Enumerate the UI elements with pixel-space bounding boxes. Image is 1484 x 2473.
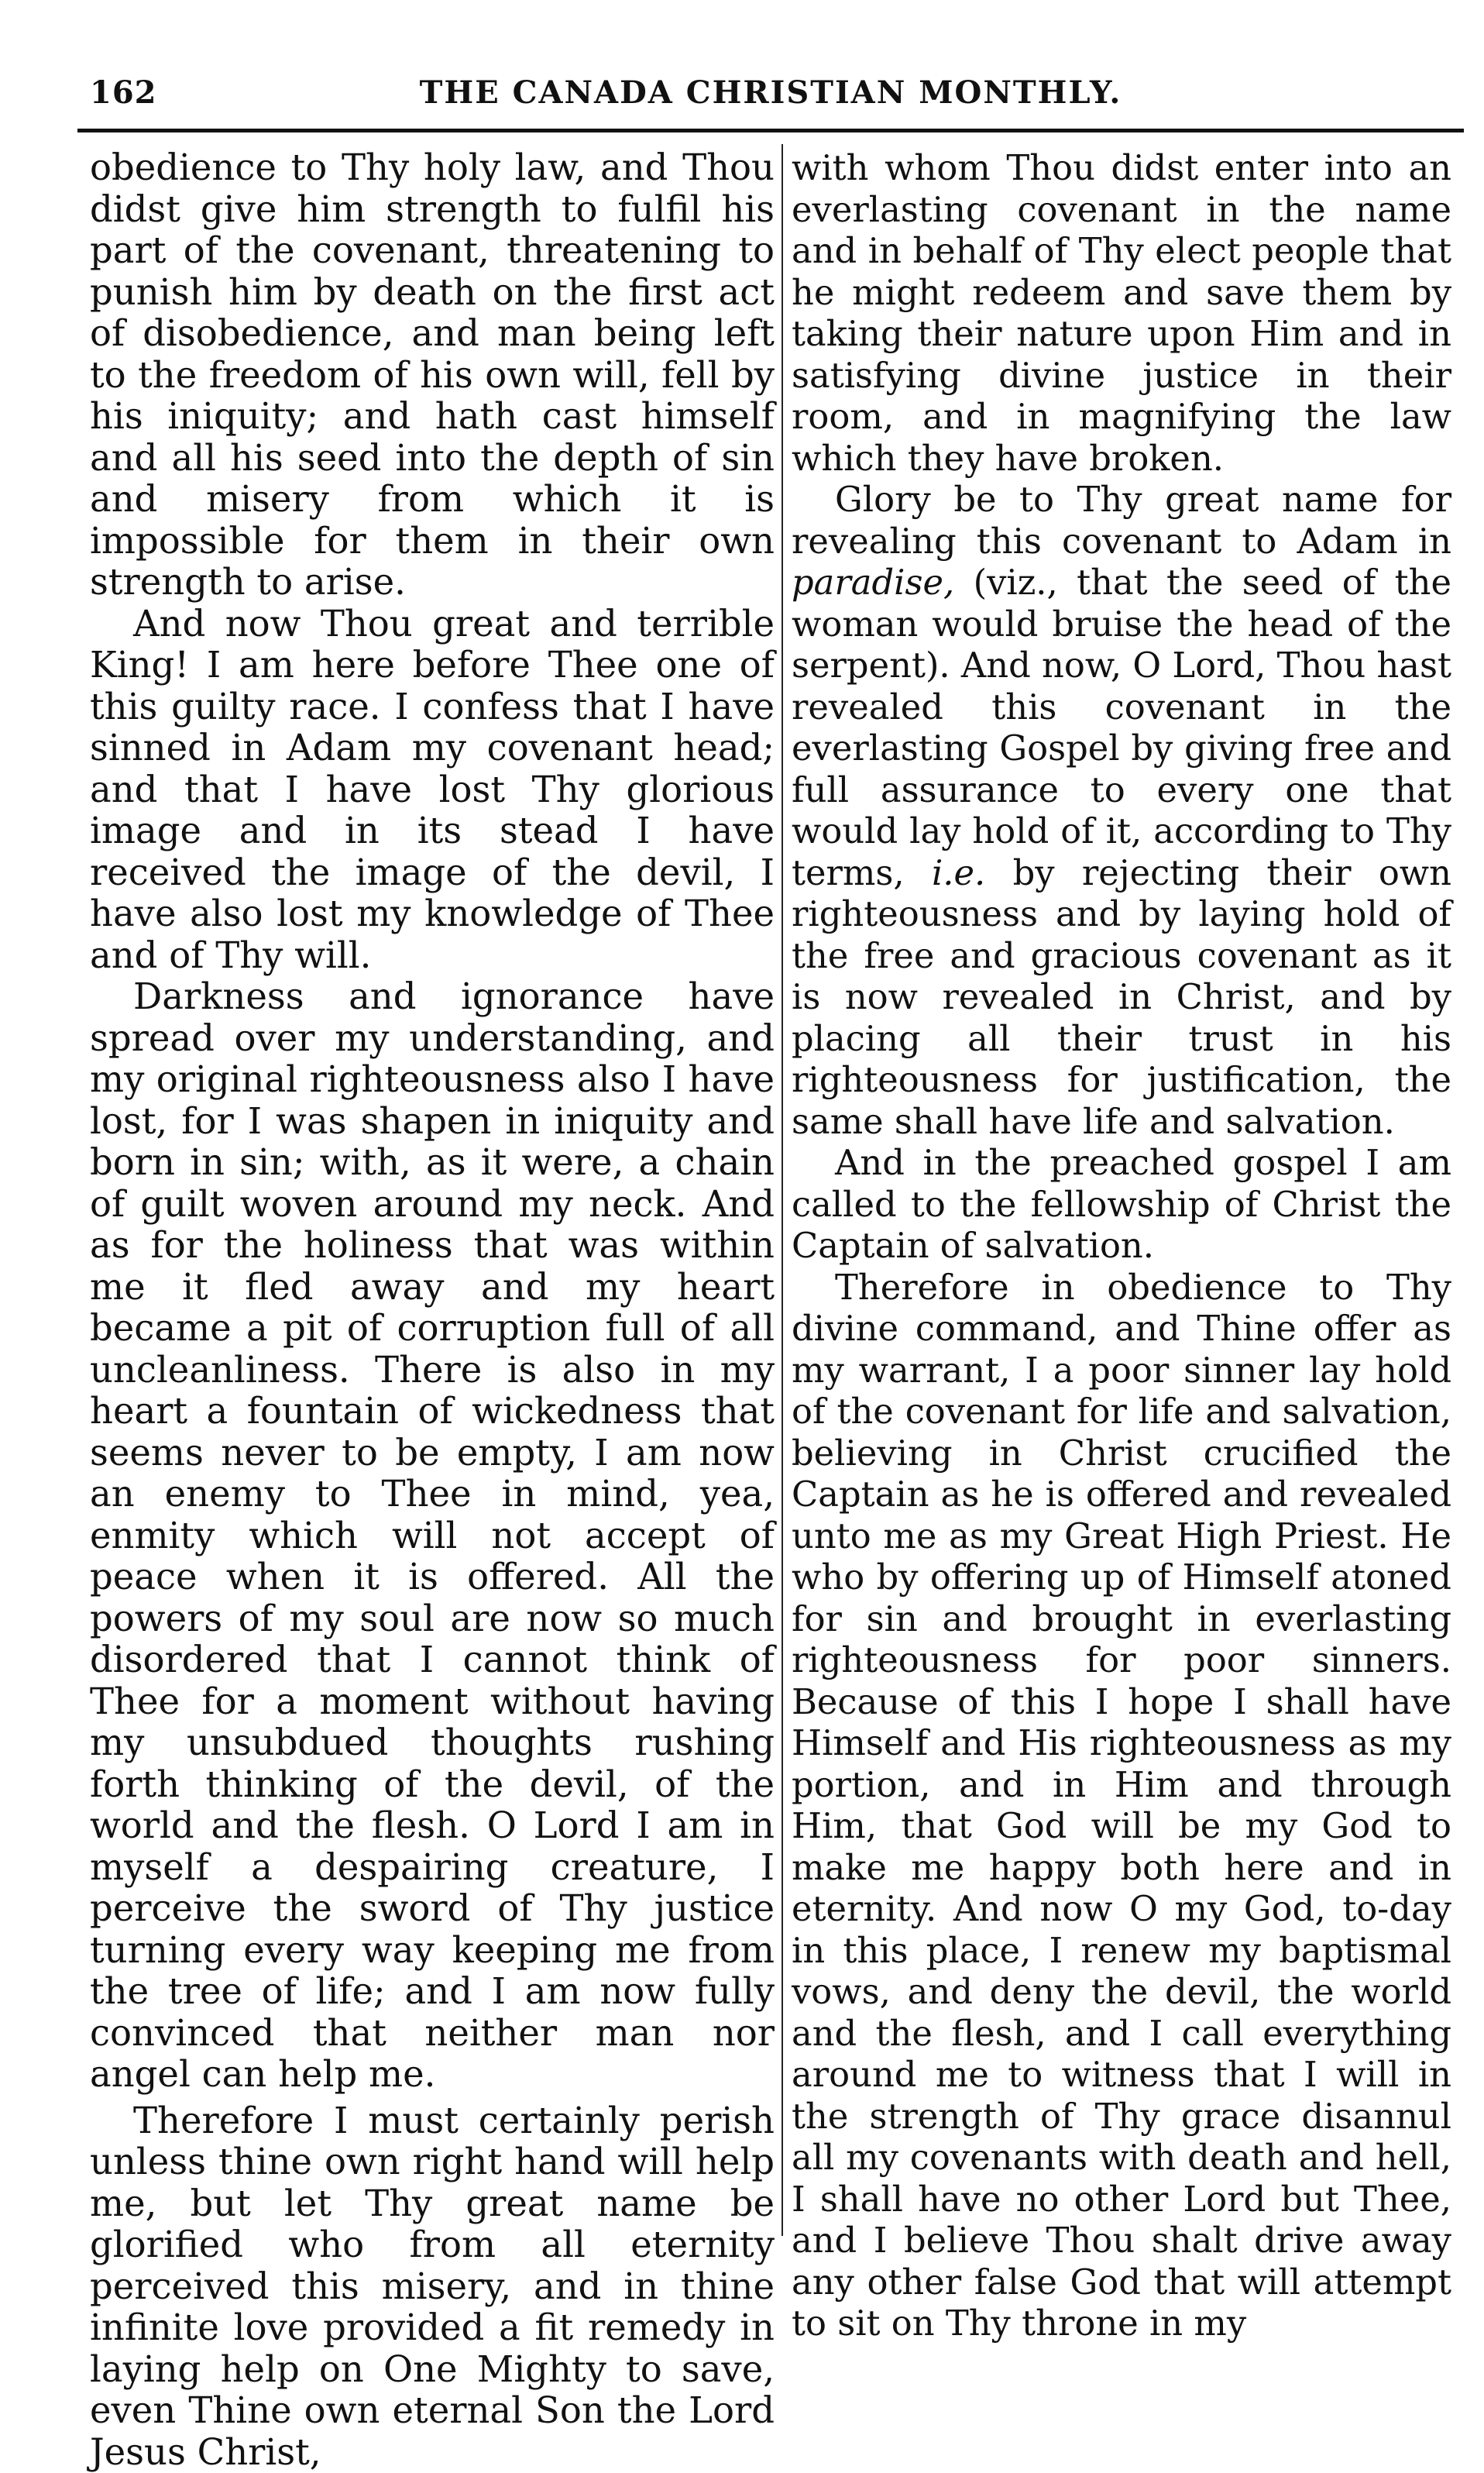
left-column — [90, 147, 775, 2473]
italic-text: i.e. — [932, 852, 985, 893]
paragraph: Darkness and ignorance have spread over my understanding, and my original righteousness also I have lost, for I was shapen in iniquity and born in sin; with, as it were, a chain of guilt woven around my neck. And as for the holiness that was within me it fled away and my heart became a pit of corruption full of all uncleanliness. There is also in my heart a fountain of wickedness that seems never to be empty, I am now an enemy to Thee in mind, yea, enmity which will not accept of peace when it is offered. All the powers of my soul are now so much disordered that I cannot think of Thee for a moment without having my unsubdued thoughts rushing forth thinking of the devil, of the world and the flesh. O Lord I am in myself a despairing creature, I perceive the sword of Thy justice turning every way keeping me from the tree of life; and I am now fully convinced that neither man nor angel can help me. — [90, 976, 775, 2096]
header-rule — [77, 129, 1464, 132]
italic-text: paradise, — [792, 562, 954, 603]
text-run: Glory be to Thy great name for revealing this covenant to Adam in — [792, 479, 1451, 562]
page-number: 162 — [90, 74, 157, 111]
paragraph: Therefore in obedience to Thy divine command, and Thine offer as my warrant, I a poor sinner lay hold of the covenant for life and salvation, believing in Christ crucified the Captain as he is offered and revealed unto me as my Great High Priest. He who by offering up of Himself atoned for sin and brought in everlasting righteousness for poor sinners. Because of this I hope I shall have Himself and His righteousness as my portion, and in Him and through Him, that God will be my God to make me happy both here and in eternity. And now O my God, to-day in this place, I renew my baptismal vows, and deny the devil, the world and the flesh, and I call everything around me to witness that I will in the strength of Thy grace disannul all my covenants with death and hell, I shall have no other Lord but Thee, and I believe Thou shalt drive away any other false God that will attempt to sit on Thy throne in my — [792, 1267, 1451, 2344]
paragraph: And now Thou great and terrible King! I am here before Thee one of this guilty race. I confess that I have sinned in Adam my covenant head; and that I have lost Thy glorious image and in its stead I have received the image of the devil, I have also lost my knowledge of Thee and of Thy will. — [90, 604, 775, 977]
text-run: (viz., that the seed of the woman would bruise the head of the serpent). And now, O Lord, Thou hast revealed this covenant in the everlasting Gospel by giving free and full assurance to every one that would lay hold of it, according to Thy terms, — [792, 562, 1451, 893]
text-run: by rejecting their own righteousness and by laying hold of the free and gracious covenant as it is now revealed in Christ, and by placing all their trust in his righteousness for justification, the same shall have life and salvation. — [792, 852, 1451, 1142]
running-head: THE CANADA CHRISTIAN MONTHLY. — [77, 74, 1464, 111]
column-divider — [782, 144, 783, 2236]
page-header — [77, 68, 1464, 115]
paragraph: And in the preached gospel I am called to the fellowship of Christ the Captain of salvation. — [792, 1142, 1451, 1267]
paragraph: Therefore I must certainly perish unless thine own right hand will help me, but let Thy great name be glorified who from all eternity perceived this misery, and in thine infinite love provided a fit remedy in laying help on One Mighty to save, even Thine own eternal Son the Lord Jesus Christ, — [90, 2100, 775, 2473]
paragraph — [792, 479, 1451, 1142]
paragraph: obedience to Thy holy law, and Thou didst give him strength to fulfil his part of the covenant, threatening to punish him by death on the first act of disobedience, and man being left to the freedom of his own will, fell by his iniquity; and hath cast himself and all his seed into the depth of sin and misery from which it is impossible for them in their own strength to arise. — [90, 147, 775, 604]
right-column — [792, 147, 1451, 2344]
paragraph: with whom Thou didst enter into an everlasting covenant in the name and in behalf of Thy elect people that he might redeem and save them by taking their nature upon Him and in satisfying divine justice in their room, and in magnifying the law which they have broken. — [792, 147, 1451, 479]
